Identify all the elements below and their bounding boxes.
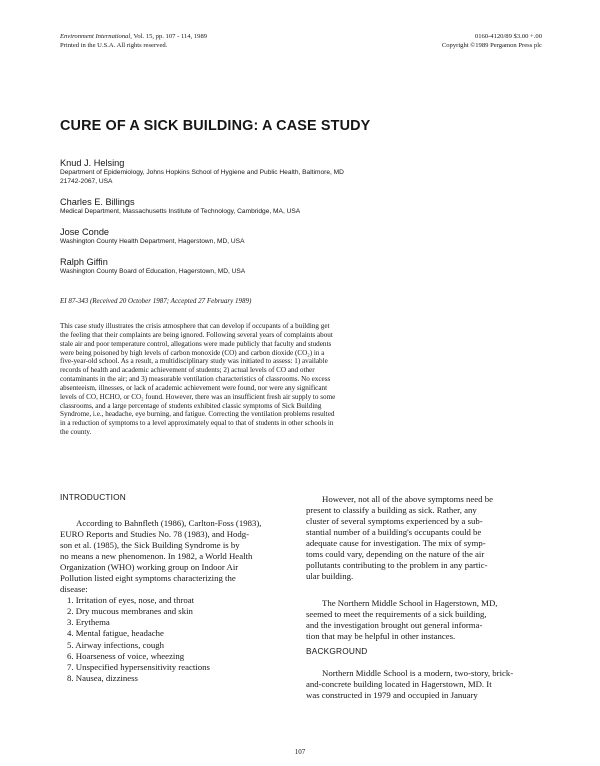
body-line: son et al. (1985), the Sick Building Syndrome is by (60, 540, 240, 551)
author-affiliation: Department of Epidemiology, Johns Hopkins School of Hygiene and Public Health, Baltimore, MD (60, 169, 344, 176)
body-line: disease: (60, 584, 88, 595)
abstract-line: records of health and academic achievement of students; 2) actual levels of CO and other (60, 366, 315, 375)
body-line: tion that may be helpful in other instances. (306, 631, 456, 642)
body-line: no means a new phenomenon. In 1982, a World Health (60, 551, 253, 562)
list-item: 2. Dry mucous membranes and skin (67, 606, 193, 617)
copyright-block (442, 33, 542, 50)
page-number: 107 (294, 748, 306, 756)
symptom-list (60, 595, 291, 683)
abstract-line: five-year-old school. As a result, a multidisciplinary study was initiated to assess: 1) available (60, 357, 328, 366)
author-name: Jose Conde (60, 227, 110, 237)
abstract (60, 322, 540, 437)
list-item: 6. Hoarseness of voice, wheezing (67, 650, 185, 661)
author-block-3 (60, 227, 244, 247)
list-item: 1. Irritation of eyes, nose, and throat (67, 595, 195, 606)
journal-name: Environment International (60, 33, 131, 40)
body-line: Organization (WHO) working group on Indoor Air (60, 562, 239, 573)
abstract-line: levels of CO, HCHO, or CO₂ found. However, there was an insufficient fresh air supply to some (60, 392, 336, 401)
body-line: ular building. (306, 571, 354, 582)
introduction-heading: INTRODUCTION (60, 492, 127, 502)
background-body (306, 668, 541, 701)
author-name: Knud J. Helsing (60, 158, 125, 168)
abstract-line: the feeling that their complaints are being ignored. Following several years of complaints about (60, 330, 333, 339)
received-dates: EI 87-343 (Received 20 October 1987; Accepted 27 February 1989) (60, 297, 252, 305)
abstract-line: contaminants in the air; and 3) measurable ventilation characteristics of classrooms. No excess (60, 375, 331, 384)
body-line: pollutants contributing to the problem in any partic- (306, 560, 488, 571)
list-item: 3. Erythema (67, 617, 110, 628)
journal-volume: , Vol. 15, pp. 107 - 114, 1989 (130, 33, 208, 40)
introduction-body (60, 518, 291, 684)
body-line: According to Bahnfleth (1986), Carlton-Foss (1983), (76, 518, 262, 528)
author-name: Ralph Giffin (60, 257, 108, 267)
price-code: 0160-4120/89 $3.00 +.00 (474, 33, 542, 40)
list-item: 8. Nausea, dizziness (67, 672, 138, 683)
copyright-line: Copyright ©1989 Pergamon Press plc (441, 41, 542, 49)
abstract-line: the county. (60, 428, 92, 437)
background-heading: BACKGROUND (306, 646, 368, 656)
article-title: CURE OF A SICK BUILDING: A CASE STUDY (60, 118, 371, 134)
right-paragraph-1 (306, 494, 541, 582)
body-line: However, not all of the above symptoms need be (322, 494, 493, 504)
abstract-line: stale air and poor temperature control, allegations were made publicly that faculty and students (60, 339, 332, 348)
printed-notice: Printed in the U.S.A. All rights reserved. (60, 41, 168, 49)
author-affiliation: 21742-2067, USA (60, 177, 113, 185)
body-line: and-concrete building located in Hagerstown, MD. It (306, 679, 492, 690)
body-line: was constructed in 1979 and occupied in January (306, 690, 478, 701)
author-affiliation: Medical Department, Massachusetts Institute of Technology, Cambridge, MA, USA (60, 208, 301, 215)
author-name: Charles E. Billings (60, 197, 135, 207)
abstract-line: classrooms, and a large percentage of students exhibited classic symptoms of Sick Building (60, 401, 322, 410)
body-line: toms could vary, depending on the nature of the air (306, 549, 485, 560)
author-block-2 (60, 197, 300, 217)
body-line: present to classify a building as sick. Rather, any (306, 505, 477, 516)
right-paragraph-2 (306, 598, 541, 642)
body-line: and the investigation brought out general informa- (306, 620, 483, 631)
abstract-line: Syndrome, i.e., headache, eye burning, and fatigue. Correcting the ventilation problems resulted (60, 410, 335, 419)
journal-citation (60, 33, 207, 50)
list-item: 7. Unspecified hypersensitivity reactions (67, 661, 210, 672)
body-line: adequate cause for investigation. The mix of symp- (306, 538, 486, 549)
body-line: seemed to meet the requirements of a sick building, (306, 609, 487, 620)
author-affiliation: Washington County Health Department, Hagerstown, MD, USA (60, 238, 245, 245)
author-affiliation: Washington County Board of Education, Hagerstown, MD, USA (60, 268, 246, 275)
body-line: Pollution listed eight symptoms characterizing the (60, 573, 236, 584)
body-line: EURO Reports and Studies No. 78 (1983), and Hodg- (60, 529, 250, 540)
abstract-line: This case study illustrates the crisis atmosphere that can develop if occupants of a building get (60, 322, 330, 330)
body-line: cluster of several symptoms experienced by a sub- (306, 516, 483, 527)
author-block-4 (60, 257, 245, 277)
abstract-line: in a reduction of symptoms to a level approximately equal to that of students in other schools in (60, 419, 334, 428)
author-block-1 (60, 158, 344, 186)
abstract-line: were being poisoned by high levels of carbon monoxide (CO) and carbon dioxide (CO₂) in a (60, 348, 325, 357)
body-line: stantial number of a building's occupants could be (306, 527, 482, 538)
body-line: The Northern Middle School in Hagerstown, MD, (322, 598, 498, 608)
list-item: 4. Mental fatigue, headache (67, 628, 164, 639)
list-item: 5. Airway infections, cough (67, 639, 164, 650)
abstract-line: absenteeism, illnesses, or lack of academic achievement were found, nor were any significant (60, 383, 328, 392)
body-line: Northern Middle School is a modern, two-story, brick- (322, 668, 514, 678)
